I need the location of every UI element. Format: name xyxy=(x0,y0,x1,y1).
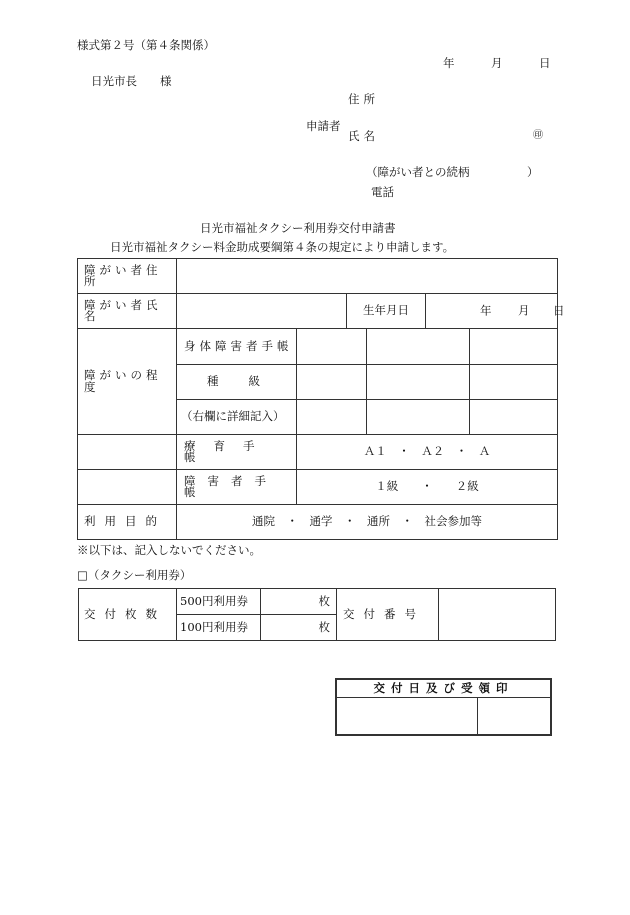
ticket-100-label: 100円利用券 xyxy=(177,615,261,641)
disabled-name-field[interactable] xyxy=(177,294,347,329)
relation-label: （障がい者との続柄 ） xyxy=(366,165,539,179)
phone-label: 電話 xyxy=(371,185,394,199)
shogaisha-options[interactable]: １級 ・ ２級 xyxy=(297,470,558,505)
intro-text: 日光市福祉タクシー料金助成要綱第４条の規定により申請します。 xyxy=(110,240,455,254)
detail-cell-1[interactable] xyxy=(297,400,367,435)
seal-mark: ㊞ xyxy=(533,130,543,141)
purpose-options[interactable]: 通院 ・ 通学 ・ 通所 ・ 社会参加等 xyxy=(177,505,558,540)
detail-note: （右欄に詳細記入） xyxy=(177,400,297,435)
degree-spacer-2 xyxy=(78,470,177,505)
birthdate-label: 生年月日 xyxy=(347,294,426,329)
ticket-500-label: 500円利用券 xyxy=(177,589,261,615)
birthdate-year: 年 xyxy=(480,303,492,318)
receipt-box xyxy=(335,678,552,736)
number-label: 交付番号 xyxy=(337,589,439,641)
form-number: 様式第２号（第４条関係） xyxy=(77,38,215,52)
ticket-100-count[interactable]: 枚 xyxy=(261,615,337,641)
physical-handbook-label: 身体障害者手帳 xyxy=(177,329,297,365)
receipt-date-field[interactable] xyxy=(336,697,477,735)
grade-cell-3[interactable] xyxy=(470,365,558,400)
number-field[interactable] xyxy=(439,589,556,641)
degree-label: 障がいの程度 xyxy=(78,329,177,435)
handbook-cell-3[interactable] xyxy=(470,329,558,365)
detail-cell-2[interactable] xyxy=(367,400,470,435)
handbook-cell-2[interactable] xyxy=(367,329,470,365)
office-note: ※以下は、記入しないでください。 xyxy=(77,543,261,557)
date-month-label: 月 xyxy=(491,56,503,70)
ticket-table xyxy=(78,588,556,641)
document-title: 日光市福祉タクシー利用券交付申請書 xyxy=(200,221,396,235)
count-label: 交付枚数 xyxy=(79,589,177,641)
birthdate-month: 月 xyxy=(518,303,530,318)
birthdate-day: 日 xyxy=(553,303,565,318)
disabled-address-label: 障がい者住所 xyxy=(78,259,177,294)
disabled-name-label: 障がい者氏名 xyxy=(78,294,177,329)
addressee: 日光市長 様 xyxy=(91,74,172,88)
purpose-label: 利用目的 xyxy=(78,505,177,540)
ryoiku-options[interactable]: Ａ１ ・ Ａ２ ・ Ａ xyxy=(297,435,558,470)
ticket-checkbox[interactable]: □（タクシー利用券） xyxy=(77,568,192,582)
grade-cell-2[interactable] xyxy=(367,365,470,400)
date-day-label: 日 xyxy=(539,56,551,70)
name-label: 氏名 xyxy=(348,129,379,143)
detail-cell-3[interactable] xyxy=(470,400,558,435)
disabled-address-field[interactable] xyxy=(177,259,558,294)
receipt-title: 交付日及び受領印 xyxy=(336,679,551,697)
ryoiku-label: 療育手帳 xyxy=(177,435,297,470)
grade-cell-1[interactable] xyxy=(297,365,367,400)
ticket-500-count[interactable]: 枚 xyxy=(261,589,337,615)
application-table xyxy=(77,258,565,540)
date-year-label: 年 xyxy=(443,56,455,70)
handbook-cell-1[interactable] xyxy=(297,329,367,365)
address-label: 住所 xyxy=(348,92,379,106)
degree-spacer xyxy=(78,435,177,470)
birthdate-field[interactable] xyxy=(426,294,565,329)
shogaisha-label: 障害者手帳 xyxy=(177,470,297,505)
receipt-seal-field[interactable] xyxy=(477,697,551,735)
applicant-label: 申請者 xyxy=(306,119,341,133)
grade-label: 種級 xyxy=(177,365,297,400)
